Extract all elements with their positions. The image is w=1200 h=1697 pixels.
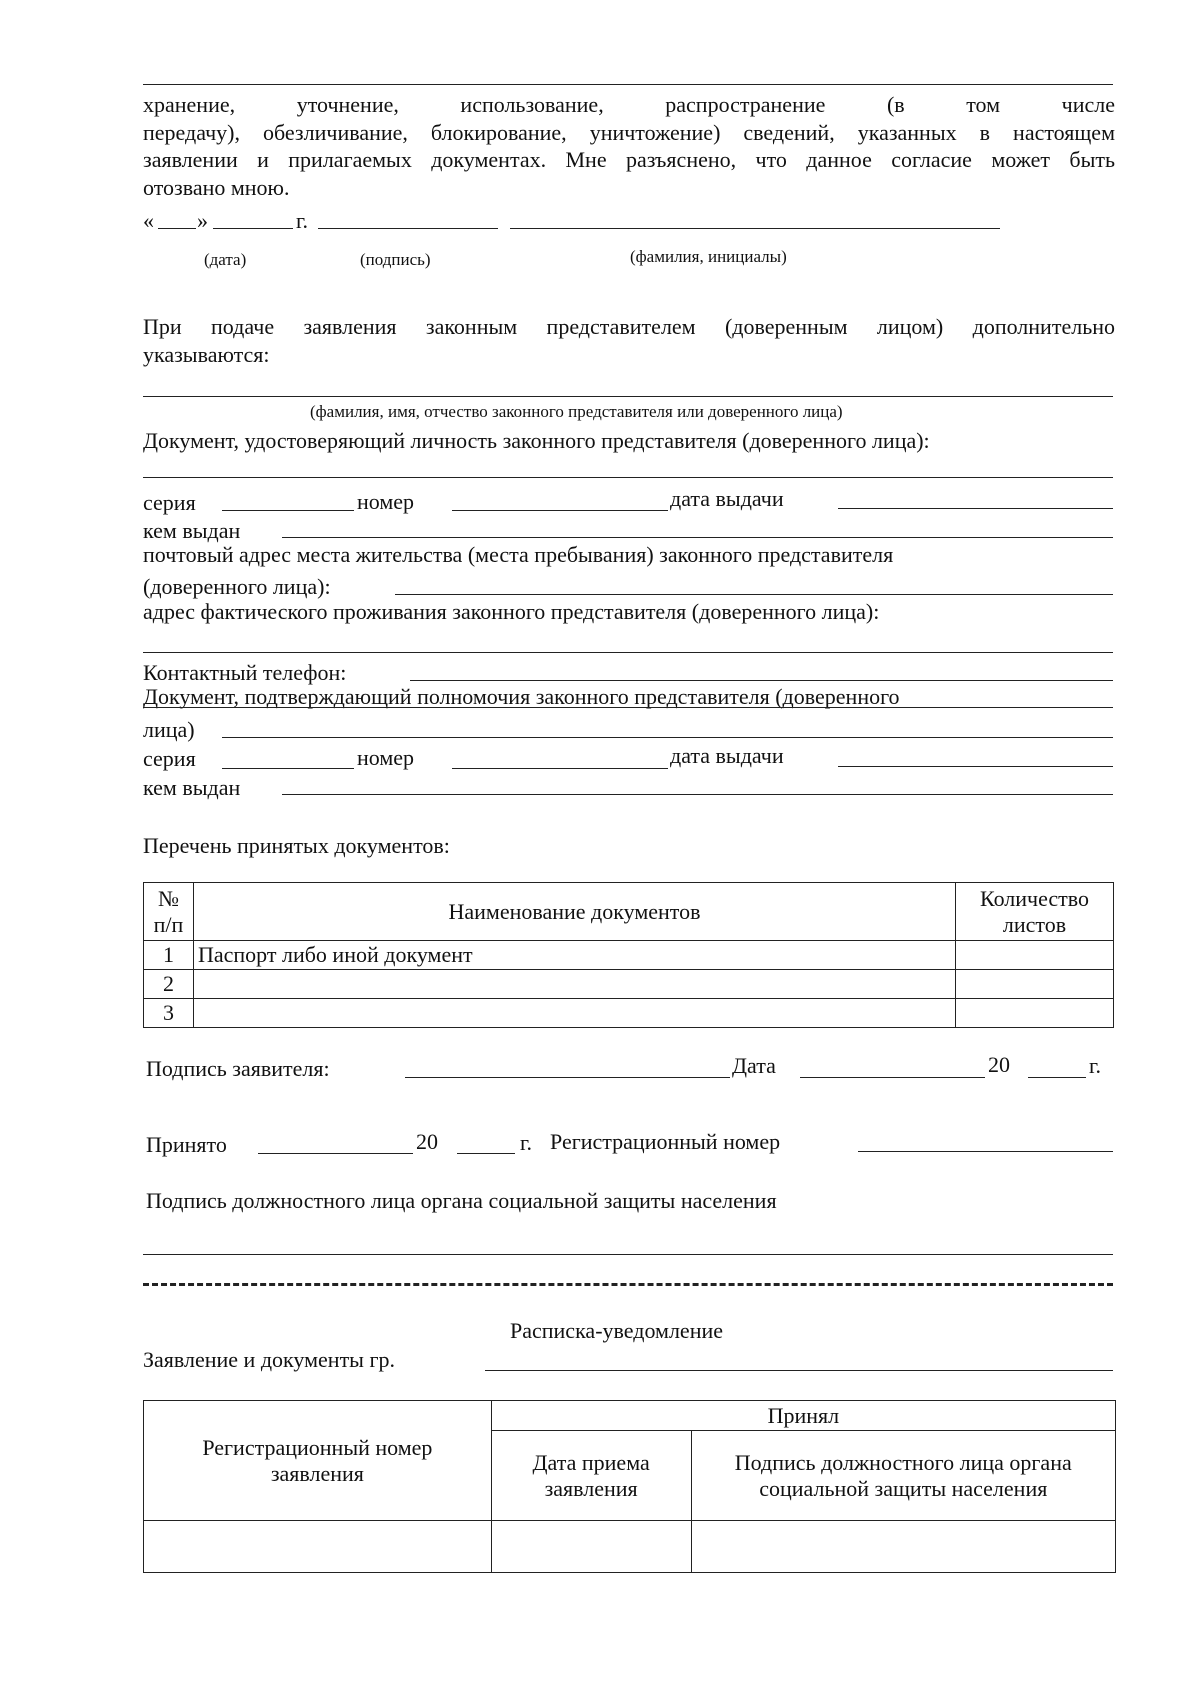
authority-doc-underline (143, 707, 1113, 708)
date-quote-open: « (143, 208, 154, 233)
postal-address-field[interactable] (395, 594, 1113, 595)
representative-intro-line-1: При подаче заявления законным представителем (доверенным лицом) дополнительно (143, 314, 1115, 339)
representative-intro-line-2: указываются: (143, 342, 270, 367)
consent-signature-field[interactable] (318, 228, 498, 229)
top-rule (143, 84, 1113, 85)
consent-word: числе (1061, 92, 1115, 117)
authority-doc-line-2: лица) (143, 717, 195, 742)
consent-line-3: заявлении и прилагаемых документах. Мне разъяснено, что данное согласие может быть (143, 147, 1115, 172)
date-month-field[interactable] (213, 228, 293, 229)
id-doc-field[interactable] (143, 477, 1113, 478)
table-header-row (144, 883, 1114, 941)
phone-label: Контактный телефон: (143, 660, 347, 685)
col-accepted-header: Принял (491, 1401, 1115, 1431)
consent-line-1 (143, 92, 1115, 118)
postal-address-line-1: почтовый адрес места жительства (места пребывания) законного представителя (143, 542, 894, 567)
applicant-date-field[interactable] (800, 1077, 985, 1078)
caption-signature: (подпись) (360, 250, 431, 269)
date-year-suffix: г. (296, 208, 309, 233)
issue-date-label-2: дата выдачи (670, 743, 784, 768)
year-suffix: г. (1089, 1053, 1102, 1078)
row-name[interactable] (193, 970, 955, 999)
number-label-2: номер (357, 745, 415, 770)
documents-table (143, 882, 1114, 1028)
row-num: 1 (144, 941, 194, 970)
year-prefix: 20 (988, 1052, 1010, 1077)
number-field[interactable] (452, 510, 668, 511)
receipt-header-row (144, 1401, 1116, 1431)
issued-by-label: кем выдан (143, 518, 241, 543)
caption-date: (дата) (204, 250, 247, 269)
authority-doc-line-1: Документ, подтверждающий полномочия законного представителя (доверенного (143, 684, 900, 709)
authority-doc-field[interactable] (222, 737, 1113, 738)
col-date-header: Дата приема заявления (491, 1431, 691, 1521)
receipt-table (143, 1400, 1116, 1573)
number-field-2[interactable] (452, 768, 668, 769)
consent-word: использование, (460, 92, 604, 117)
series-field[interactable] (222, 510, 354, 511)
consent-name-field[interactable] (510, 228, 1000, 229)
representative-name-field[interactable] (143, 396, 1113, 397)
accepted-label: Принято (146, 1132, 227, 1157)
reg-number-field[interactable] (858, 1151, 1113, 1152)
caption-name: (фамилия, инициалы) (630, 247, 787, 266)
receipt-date-cell[interactable] (491, 1521, 691, 1573)
actual-address-field[interactable] (143, 652, 1113, 653)
actual-address-label: адрес фактического проживания законного представителя (доверенного лица): (143, 599, 880, 624)
reg-number-label: Регистрационный номер (550, 1129, 781, 1154)
table-row (144, 999, 1114, 1028)
consent-line-2: передачу), обезличивание, блокирование, уничтожение) сведений, указанных в настоящем (143, 120, 1115, 145)
accepted-date-field[interactable] (258, 1153, 413, 1154)
row-num: 2 (144, 970, 194, 999)
date-quote-close: » (197, 208, 208, 233)
accepted-year-field[interactable] (457, 1153, 515, 1154)
consent-line-4: отозвано мною. (143, 175, 290, 200)
issue-date-field-2[interactable] (838, 766, 1113, 767)
issue-date-label: дата выдачи (670, 486, 784, 511)
representative-name-caption: (фамилия, имя, отчество законного представителя или доверенного лица) (310, 402, 843, 421)
col-reg-number-header: Регистрационный номер заявления (144, 1401, 492, 1521)
consent-word: (в (886, 92, 905, 117)
issue-date-field[interactable] (838, 508, 1113, 509)
applicant-signature-label: Подпись заявителя: (146, 1056, 330, 1081)
issued-by-label-2: кем выдан (143, 775, 241, 800)
consent-word: том (966, 92, 1001, 117)
table-row (144, 970, 1114, 999)
applicant-signature-field[interactable] (405, 1077, 730, 1078)
number-label: номер (357, 489, 415, 514)
phone-field[interactable] (410, 680, 1113, 681)
receipt-title: Расписка-уведомление (510, 1318, 724, 1343)
accepted-year-prefix: 20 (416, 1129, 438, 1154)
accepted-year-suffix: г. (520, 1130, 533, 1155)
series-label-2: серия (143, 746, 196, 771)
consent-word: уточнение, (296, 92, 399, 117)
col-official-signature-header: Подпись должностного лица органа социальной защиты населения (691, 1431, 1115, 1521)
date-label: Дата (732, 1053, 776, 1078)
series-label: серия (143, 490, 196, 515)
official-signature-field[interactable] (143, 1254, 1113, 1255)
row-count[interactable] (956, 999, 1114, 1028)
col-name-header: Наименование документов (193, 883, 955, 941)
col-num-header: № п/п (144, 883, 194, 941)
table-row (144, 941, 1114, 970)
row-num: 3 (144, 999, 194, 1028)
series-field-2[interactable] (222, 768, 354, 769)
row-count[interactable] (956, 941, 1114, 970)
cut-line (143, 1283, 1113, 1286)
col-count-header: Количество листов (956, 883, 1114, 941)
row-name[interactable]: Паспорт либо иной документ (193, 941, 955, 970)
consent-word: распространение (665, 92, 826, 117)
row-name[interactable] (193, 999, 955, 1028)
postal-address-line-2: (доверенного лица): (143, 574, 331, 599)
row-count[interactable] (956, 970, 1114, 999)
documents-heading: Перечень принятых документов: (143, 833, 450, 858)
receipt-applicant-field[interactable] (485, 1370, 1113, 1371)
consent-word: хранение, (143, 92, 236, 117)
official-signature-label: Подпись должностного лица органа социальной защиты населения (146, 1188, 777, 1213)
receipt-reg-number-cell[interactable] (144, 1521, 492, 1573)
issued-by-field-2[interactable] (282, 794, 1113, 795)
receipt-applicant-label: Заявление и документы гр. (143, 1347, 395, 1372)
issued-by-field[interactable] (282, 537, 1113, 538)
applicant-year-field[interactable] (1028, 1077, 1086, 1078)
receipt-row (144, 1521, 1116, 1573)
date-day-field[interactable] (158, 228, 196, 229)
receipt-signature-cell[interactable] (691, 1521, 1115, 1573)
id-doc-label: Документ, удостоверяющий личность законного представителя (доверенного лица): (143, 428, 930, 453)
